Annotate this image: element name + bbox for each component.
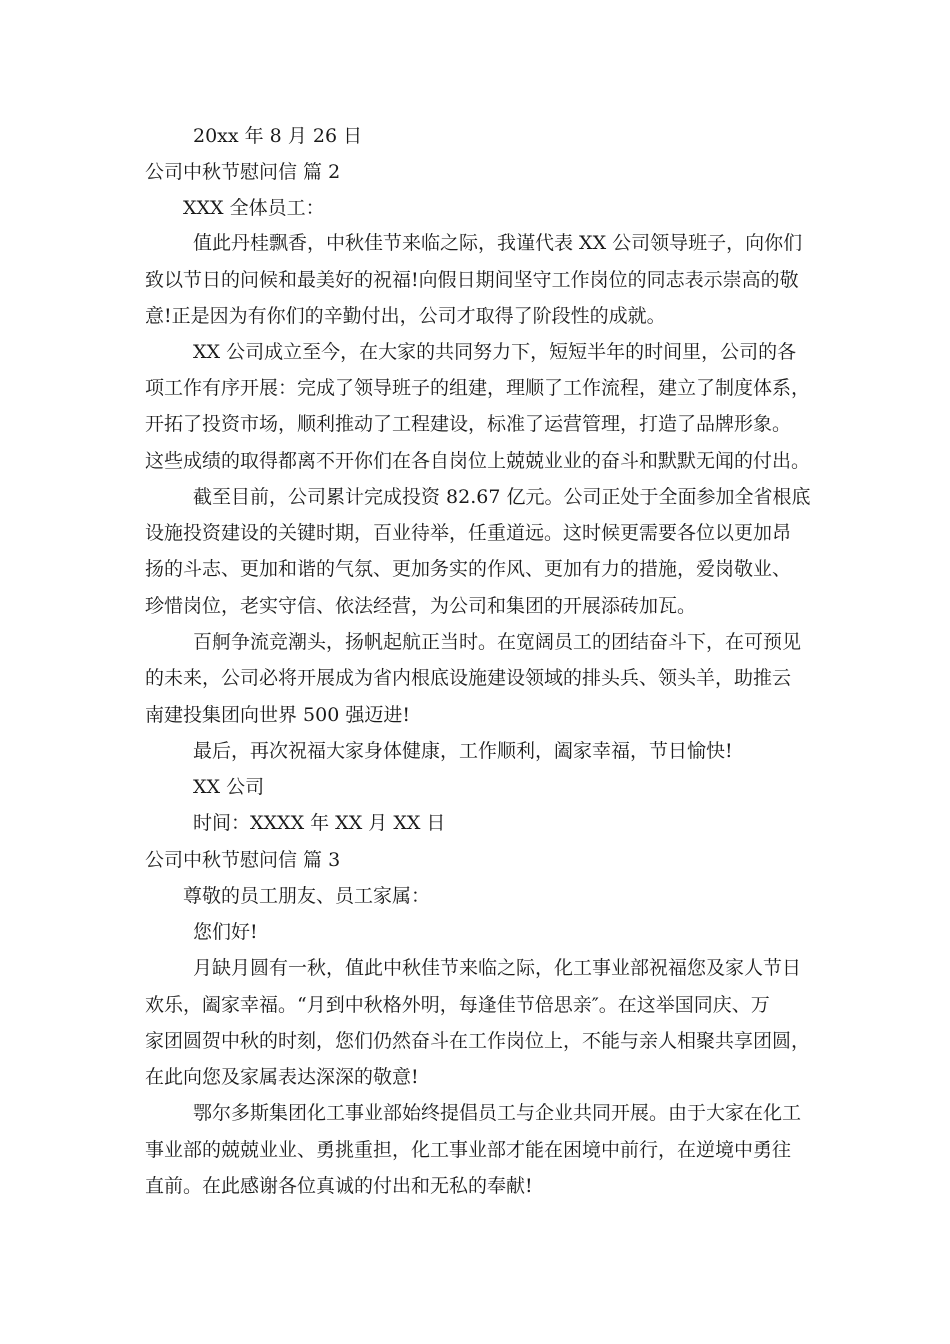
letter2-p4-line1: 百舸争流竞潮头，扬帆起航正当时。在宽阔员工的团结奋斗下，在可预见: [193, 631, 802, 653]
letter3-p2-line2: 事业部的兢兢业业、勇挑重担，化工事业部才能在困境中前行，在逆境中勇往: [145, 1139, 792, 1161]
letter2-p4-line3: 南建投集团向世界 500 强迈进!: [145, 704, 410, 726]
letter2-p1-line2: 致以节日的问候和最美好的祝福!向假日期间坚守工作岗位的同志表示崇高的敬: [145, 269, 799, 291]
date-line: 20xx 年 8 月 26 日: [193, 125, 363, 147]
letter3-p2-line3: 直前。在此感谢各位真诚的付出和无私的奉献!: [145, 1175, 533, 1197]
letter2-p4-line2: 的未来，公司必将开展成为省内根底设施建设领域的排头兵、领头羊，助推云: [145, 667, 792, 689]
letter2-p5: 最后，再次祝福大家身体健康，工作顺利，阖家幸福，节日愉快!: [193, 740, 733, 762]
letter2-p1-line3: 意!正是因为有你们的辛勤付出，公司才取得了阶段性的成就。: [145, 305, 666, 327]
letter2-p3-line3: 扬的斗志、更加和谐的气氛、更加务实的作风、更加有力的措施，爱岗敬业、: [145, 558, 792, 580]
letter2-time: 时间：XXXX 年 XX 月 XX 日: [193, 812, 446, 834]
letter3-p1-line3: 家团圆贺中秋的时刻，您们仍然奋斗在工作岗位上，不能与亲人相聚共享团圆，: [145, 1030, 811, 1052]
letter2-salutation: XXX 全体员工：: [183, 197, 325, 219]
letter3-title: 公司中秋节慰问信 篇 3: [145, 849, 341, 871]
letter3-salutation: 尊敬的员工朋友、员工家属：: [183, 885, 431, 907]
letter2-title: 公司中秋节慰问信 篇 2: [145, 161, 341, 183]
letter2-p1-line1: 值此丹桂飘香，中秋佳节来临之际，我谨代表 XX 公司领导班子，向你们: [193, 232, 803, 254]
letter2-p2-line4: 这些成绩的取得都离不开你们在各自岗位上兢兢业业的奋斗和默默无闻的付出。: [145, 450, 811, 472]
letter3-p1-line4: 在此向您及家属表达深深的敬意!: [145, 1066, 419, 1088]
letter2-p3-line4: 珍惜岗位，老实守信、依法经营，为公司和集团的开展添砖加瓦。: [145, 595, 697, 617]
letter2-p2-line1: XX 公司成立至今，在大家的共同努力下，短短半年的时间里，公司的各: [193, 341, 797, 363]
letter3-p1-line1: 月缺月圆有一秋，值此中秋佳节来临之际，化工事业部祝福您及家人节日: [193, 957, 802, 979]
letter2-signature: XX 公司: [193, 776, 265, 798]
letter3-p1-line2: 欢乐，阖家幸福。“月到中秋格外明，每逢佳节倍思亲″。在这举国同庆、万: [145, 994, 770, 1016]
letter2-p3-line2: 设施投资建设的关键时期，百业待举，任重道远。这时候更需要各位以更加昂: [145, 522, 792, 544]
letter3-greeting: 您们好!: [193, 921, 258, 943]
letter2-p3-line1: 截至目前，公司累计完成投资 82.67 亿元。公司正处于全面参加全省根底: [193, 486, 811, 508]
letter2-p2-line2: 项工作有序开展：完成了领导班子的组建，理顺了工作流程，建立了制度体系，: [145, 377, 811, 399]
letter2-p2-line3: 开拓了投资市场，顺利推动了工程建设，标准了运营管理，打造了品牌形象。: [145, 413, 792, 435]
letter3-p2-line1: 鄂尔多斯集团化工事业部始终提倡员工与企业共同开展。由于大家在化工: [193, 1102, 802, 1124]
